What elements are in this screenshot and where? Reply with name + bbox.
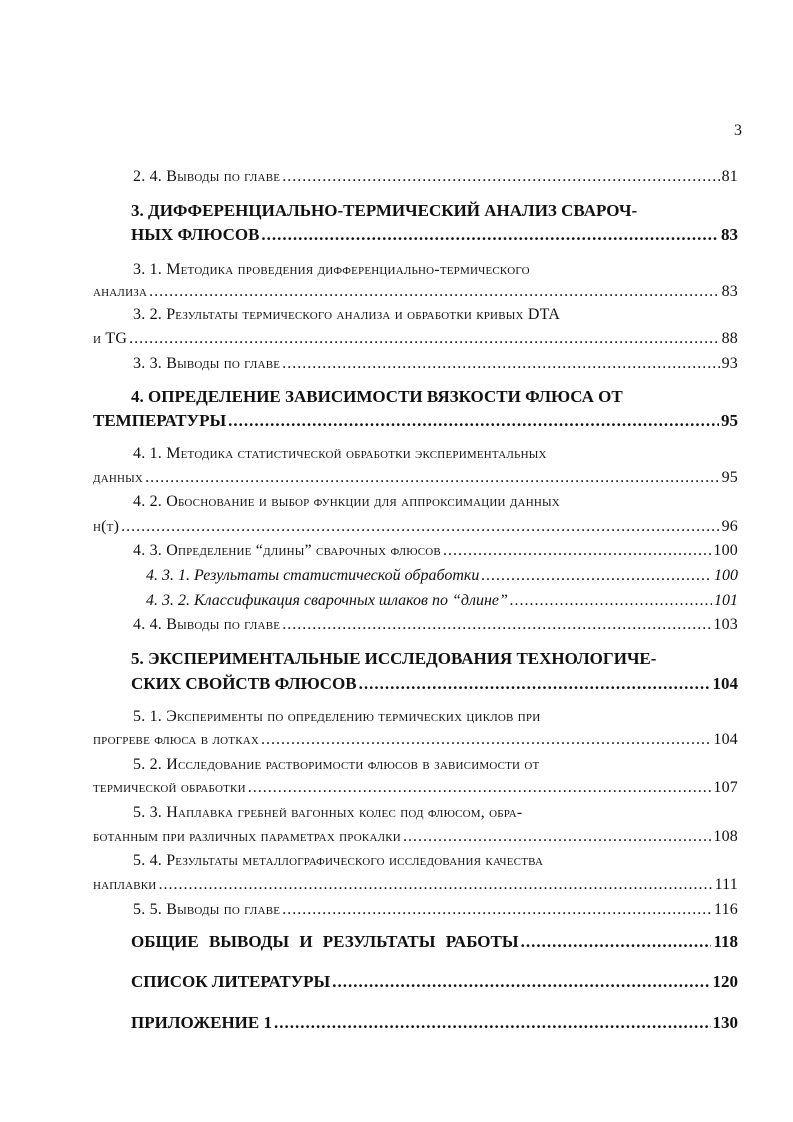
toc-entry-page: 96 [721, 518, 738, 535]
toc-entry-page: 101 [714, 592, 738, 609]
dot-leader [510, 591, 712, 611]
dot-leader [282, 354, 719, 374]
toc-entry-title: 3. 3. Выводы по главе [133, 355, 281, 372]
toc-entry-5-4[interactable] [93, 875, 738, 895]
toc-entry-3-3[interactable] [133, 354, 738, 374]
toc-chapter-title: СПИСОК ЛИТЕРАТУРЫ [131, 972, 331, 991]
toc-references[interactable] [131, 972, 738, 992]
dot-leader [129, 329, 720, 349]
toc-entry-page: 100 [714, 567, 738, 584]
dot-leader [521, 932, 712, 952]
toc-entry-2-4[interactable] [133, 167, 738, 187]
toc-entry-5-2[interactable] [93, 778, 738, 798]
toc-entry-4-3-2[interactable] [146, 591, 738, 611]
toc-entry-3-2[interactable] [93, 329, 738, 349]
toc-entry-title: ботанным при различных параметрах прокалки [93, 828, 401, 845]
toc-entry-5-1-line1[interactable]: 5. 1. Эксперименты по определению термических циклов при [133, 708, 541, 725]
dot-leader [274, 1013, 711, 1033]
toc-entry-5-3[interactable] [93, 827, 738, 847]
toc-entry-page: 93 [721, 355, 738, 372]
toc-chapter-4-title-line1[interactable]: 4. ОПРЕДЕЛЕНИЕ ЗАВИСИМОСТИ ВЯЗКОСТИ ФЛЮСА ОТ [131, 387, 623, 406]
dot-leader [158, 875, 712, 895]
toc-entry-4-1-line1[interactable]: 4. 1. Методика статистической обработки экспериментальных [133, 445, 547, 462]
toc-entry-page: 104 [713, 731, 738, 748]
page-number: 3 [734, 122, 742, 139]
toc-entry-5-2-line1[interactable]: 5. 2. Исследование растворимости флюсов в зависимости от [133, 756, 540, 773]
toc-entry-page: 107 [713, 779, 738, 796]
toc-entry-page: 95 [721, 469, 738, 486]
toc-entry-4-3-1[interactable] [146, 566, 738, 586]
toc-chapter-page: 130 [712, 1013, 738, 1032]
toc-chapter-page: 120 [712, 972, 738, 991]
toc-chapter-5-title-line1[interactable]: 5. ЭКСПЕРИМЕНТАЛЬНЫЕ ИССЛЕДОВАНИЯ ТЕХНОЛОГИЧЕ- [131, 649, 657, 668]
toc-chapter-title: ПРИЛОЖЕНИЕ 1 [131, 1013, 272, 1032]
toc-entry-title: 4. 3. 2. Классификация сварочных шлаков по “длине” [146, 592, 508, 609]
toc-entry-title: 4. 4. Выводы по главе [133, 616, 281, 633]
dot-leader [228, 411, 719, 431]
toc-entry-title: прогреве флюса в лотках [93, 731, 260, 748]
dot-leader [359, 674, 711, 694]
toc-chapter-title: ОБЩИЕ ВЫВОДЫ И РЕЗУЛЬТАТЫ РАБОТЫ [131, 932, 519, 951]
dot-leader [332, 972, 710, 992]
dot-leader [282, 615, 711, 635]
toc-entry-5-3-line1[interactable]: 5. 3. Наплавка гребней вагонных колес под флюсом, обра- [133, 804, 523, 821]
toc-entry-title: 4. 3. Определение “длины” сварочных флюсов [133, 542, 441, 559]
toc-entry-5-1[interactable] [93, 730, 738, 750]
toc-entry-title: 2. 4. Выводы по главе [133, 168, 281, 185]
toc-entry-page: 81 [721, 168, 738, 185]
toc-entry-3-1[interactable] [93, 282, 738, 302]
toc-entry-title: 5. 5. Выводы по главе [133, 901, 281, 918]
dot-leader [149, 282, 720, 302]
toc-chapter-title: СКИХ СВОЙСТВ ФЛЮСОВ [131, 674, 357, 693]
toc-entry-title: термической обработки [93, 779, 246, 796]
toc-appendix[interactable] [131, 1013, 738, 1033]
toc-chapter-5[interactable] [131, 674, 738, 694]
toc-entry-4-2-line1[interactable]: 4. 2. Обоснование и выбор функции для аппроксимации данных [133, 493, 560, 510]
toc-entry-title: η(т) [93, 518, 120, 535]
toc-entry-4-1[interactable] [93, 468, 738, 488]
toc-chapter-page: 104 [712, 674, 738, 693]
toc-chapter-3[interactable] [131, 225, 738, 245]
toc-entry-title: наплавки [93, 876, 157, 893]
dot-leader [261, 225, 719, 245]
toc-chapter-3-title-line1[interactable]: 3. ДИФФЕРЕНЦИАЛЬНО-ТЕРМИЧЕСКИЙ АНАЛИЗ СВАРОЧ- [131, 201, 638, 220]
dot-leader [261, 730, 711, 750]
toc-entry-page: 100 [713, 542, 738, 559]
toc-entry-title: 4. 3. 1. Результаты статистической обработки [146, 567, 480, 584]
dot-leader [248, 778, 712, 798]
toc-entry-5-5[interactable] [133, 900, 738, 920]
toc-entry-page: 103 [713, 616, 738, 633]
dot-leader [282, 900, 712, 920]
toc-entry-title: данных [93, 469, 144, 486]
toc-entry-title: и TG [93, 330, 128, 347]
dot-leader [403, 827, 711, 847]
toc-entry-page: 83 [721, 283, 738, 300]
dot-leader [481, 566, 712, 586]
toc-chapter-page: 95 [721, 411, 738, 430]
dot-leader [145, 468, 720, 488]
toc-entry-title: анализа [93, 283, 148, 300]
dot-leader [282, 167, 719, 187]
toc-chapter-4[interactable] [93, 411, 738, 431]
toc-entry-page: 116 [713, 901, 738, 918]
dot-leader [443, 541, 711, 561]
toc-entry-4-3[interactable] [133, 541, 738, 561]
toc-chapter-page: 83 [721, 225, 738, 244]
toc-entry-page: 108 [713, 828, 738, 845]
dot-leader [121, 517, 719, 537]
toc-entry-3-2-line1[interactable]: 3. 2. Результаты термического анализа и обработки кривых DTA [133, 306, 561, 323]
toc-entry-page: 111 [714, 876, 738, 893]
toc-entry-5-4-line1[interactable]: 5. 4. Результаты металлографического исследования качества [133, 852, 544, 869]
toc-entry-4-2[interactable] [93, 517, 738, 537]
toc-chapter-page: 118 [713, 932, 738, 951]
toc-entry-3-1-line1[interactable]: 3. 1. Методика проведения дифференциально-термического [133, 261, 530, 278]
toc-entry-4-4[interactable] [133, 615, 738, 635]
toc-conclusions[interactable] [131, 932, 738, 952]
toc-entry-page: 88 [721, 330, 738, 347]
toc-chapter-title: ТЕМПЕРАТУРЫ [93, 411, 227, 430]
toc-chapter-title: НЫХ ФЛЮСОВ [131, 225, 260, 244]
